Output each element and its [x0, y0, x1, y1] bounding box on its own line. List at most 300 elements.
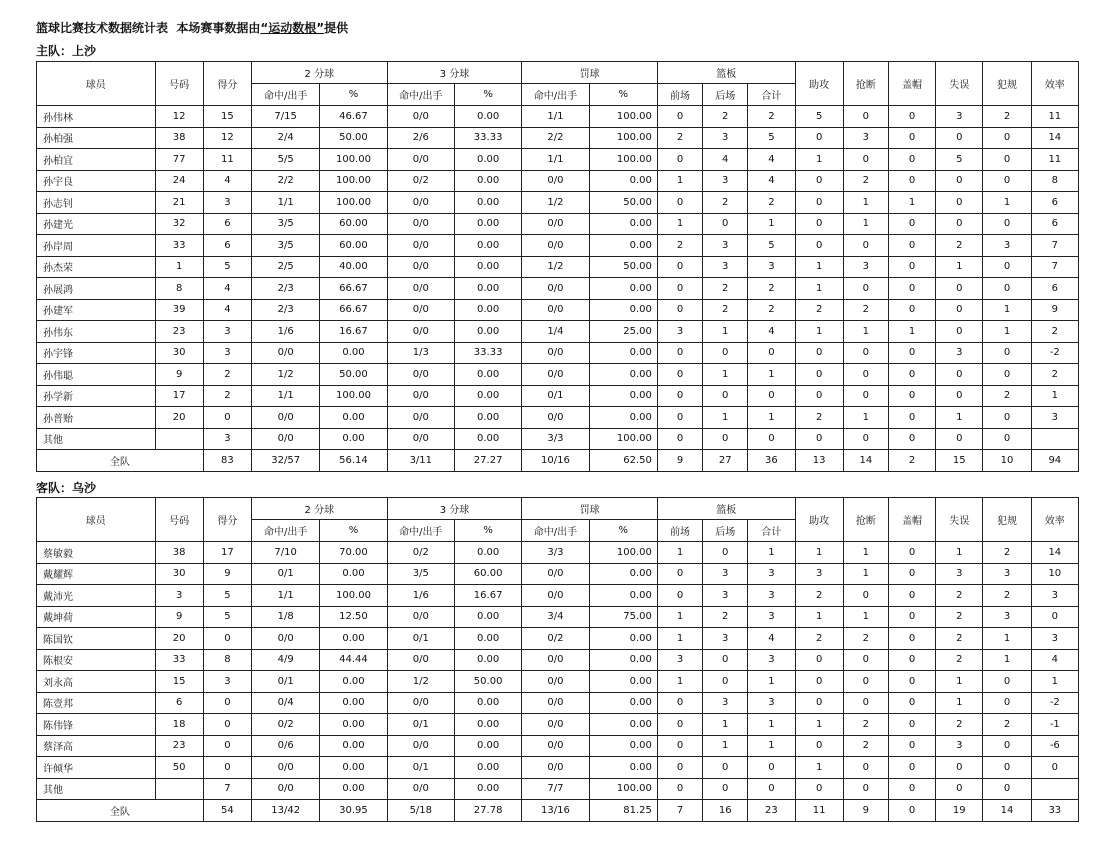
- stat-cell: 2/4: [252, 127, 320, 149]
- player-row: [37, 628, 1079, 650]
- stat-cell: 0/0: [252, 757, 320, 779]
- stat-cell: 1: [748, 735, 795, 757]
- stat-cell: 0: [983, 757, 1031, 779]
- player-row: [37, 671, 1079, 693]
- stat-cell: 0: [888, 671, 935, 693]
- stat-cell: 1: [983, 628, 1031, 650]
- player-name: 孙学新: [37, 385, 156, 407]
- stat-cell: 14: [1031, 542, 1078, 564]
- stat-cell: 2/6: [387, 127, 454, 149]
- stat-cell: 0/1: [387, 757, 454, 779]
- total-cell: 27.27: [454, 450, 521, 472]
- stat-cell: 70.00: [320, 542, 387, 564]
- stat-cell: 0.00: [320, 671, 387, 693]
- stat-cell: 1: [1031, 671, 1078, 693]
- stat-cell: 0/1: [387, 628, 454, 650]
- stat-cell: 0: [983, 735, 1031, 757]
- stat-cell: 0: [983, 428, 1031, 450]
- stat-cell: 1: [983, 321, 1031, 343]
- stat-cell: 1/2: [522, 192, 589, 214]
- stat-cell: 8: [1031, 170, 1078, 192]
- col-header-three-pt: 3 分球: [387, 62, 522, 84]
- stat-cell: 33.33: [454, 342, 521, 364]
- player-name: 孙志钊: [37, 192, 156, 214]
- stat-cell: 4: [748, 170, 795, 192]
- stat-cell: 3: [703, 563, 748, 585]
- stat-cell: -6: [1031, 735, 1078, 757]
- stat-cell: 0: [888, 649, 935, 671]
- stat-cell: 3/3: [522, 428, 589, 450]
- stat-cell: 9: [155, 364, 203, 386]
- stat-cell: 0.00: [454, 170, 521, 192]
- stat-cell: 0/2: [522, 628, 589, 650]
- stat-cell: 1: [657, 542, 702, 564]
- stat-cell: 0/0: [522, 299, 589, 321]
- stat-cell: 3: [703, 585, 748, 607]
- stat-cell: 1: [843, 321, 888, 343]
- stat-cell: 1: [795, 256, 843, 278]
- stat-cell: 0.00: [454, 778, 521, 800]
- stat-cell: 1/6: [387, 585, 454, 607]
- stat-cell: 6: [155, 692, 203, 714]
- col-subheader-made_att: 命中/出手: [252, 520, 320, 542]
- col-header-number: 号码: [155, 62, 203, 106]
- stat-cell: 0: [748, 428, 795, 450]
- stat-cell: 0/0: [387, 364, 454, 386]
- stat-cell: 0: [983, 278, 1031, 300]
- stat-cell: 0/0: [387, 299, 454, 321]
- stat-cell: 0.00: [320, 563, 387, 585]
- total-cell: 7: [657, 800, 702, 822]
- total-cell: 36: [748, 450, 795, 472]
- player-row: [37, 235, 1079, 257]
- team-total-label: 全队: [37, 450, 204, 472]
- stat-cell: 0.00: [589, 170, 657, 192]
- stat-cell: 2/2: [252, 170, 320, 192]
- col-header-player: 球员: [37, 498, 156, 542]
- stat-cell: 100.00: [320, 585, 387, 607]
- player-name: 陈壹邦: [37, 692, 156, 714]
- stat-cell: 2: [703, 278, 748, 300]
- team-total-row: [37, 800, 1079, 822]
- stat-cell: 2/5: [252, 256, 320, 278]
- stat-cell: 4/9: [252, 649, 320, 671]
- stat-cell: 23: [155, 735, 203, 757]
- stat-cell: 0: [748, 342, 795, 364]
- stat-cell: 0/2: [387, 170, 454, 192]
- stat-cell: 0/0: [387, 606, 454, 628]
- col-subheader-pct: %: [589, 84, 657, 106]
- stat-cell: 0: [203, 692, 251, 714]
- stat-cell: 33: [155, 235, 203, 257]
- stat-cell: 1: [748, 213, 795, 235]
- stat-cell: 66.67: [320, 299, 387, 321]
- player-row: [37, 714, 1079, 736]
- stat-cell: 0: [657, 735, 702, 757]
- stat-cell: 0: [703, 428, 748, 450]
- stat-cell: 2: [795, 585, 843, 607]
- col-header-rebounds: 篮板: [657, 62, 795, 84]
- stat-cell: 0.00: [589, 714, 657, 736]
- stat-cell: 3: [748, 563, 795, 585]
- team-total-label: 全队: [37, 800, 204, 822]
- stat-cell: 2: [657, 235, 702, 257]
- player-name: 孙伟林: [37, 106, 156, 128]
- stat-cell: 0: [983, 778, 1031, 800]
- stat-cell: 1: [843, 192, 888, 214]
- stat-cell: 3: [936, 563, 983, 585]
- stat-cell: 0/0: [387, 256, 454, 278]
- stat-cell: 0: [657, 585, 702, 607]
- stat-cell: 0.00: [589, 628, 657, 650]
- stat-cell: 0.00: [454, 235, 521, 257]
- stat-cell: 0: [703, 671, 748, 693]
- stat-cell: 0/0: [387, 278, 454, 300]
- stat-cell: 1: [888, 192, 935, 214]
- stat-cell: 5: [203, 606, 251, 628]
- player-name: 孙建光: [37, 213, 156, 235]
- stat-cell: 0: [843, 149, 888, 171]
- stat-cell: 0.00: [454, 106, 521, 128]
- stat-cell: 3: [936, 106, 983, 128]
- stat-cell: 38: [155, 542, 203, 564]
- stat-cell: 4: [203, 299, 251, 321]
- total-cell: 15: [936, 450, 983, 472]
- stat-cell: 11: [1031, 106, 1078, 128]
- stat-cell: 1: [657, 170, 702, 192]
- stat-cell: 0.00: [454, 321, 521, 343]
- stat-cell: 17: [203, 542, 251, 564]
- col-subheader-off: 前场: [657, 520, 702, 542]
- stat-cell: 2: [1031, 364, 1078, 386]
- stat-cell: 3: [203, 192, 251, 214]
- stat-cell: 0: [936, 213, 983, 235]
- player-name: 陈国钦: [37, 628, 156, 650]
- stat-cell: 1: [843, 542, 888, 564]
- stat-cell: 2: [795, 407, 843, 429]
- stat-cell: 60.00: [320, 213, 387, 235]
- stat-cell: 0: [843, 278, 888, 300]
- col-subheader-total: 合计: [748, 84, 795, 106]
- stat-cell: 0.00: [454, 542, 521, 564]
- player-row: [37, 127, 1079, 149]
- col-header-free-throw: 罚球: [522, 62, 658, 84]
- stat-cell: 1/6: [252, 321, 320, 343]
- stat-cell: 4: [1031, 649, 1078, 671]
- stat-cell: 50.00: [454, 671, 521, 693]
- stat-cell: 0: [657, 278, 702, 300]
- col-subheader-pct: %: [454, 84, 521, 106]
- stat-cell: 0/0: [387, 235, 454, 257]
- stat-cell: 3: [748, 585, 795, 607]
- total-cell: 27: [703, 450, 748, 472]
- stat-cell: 50.00: [320, 364, 387, 386]
- stat-cell: 1: [748, 407, 795, 429]
- stat-cell: 0.00: [589, 342, 657, 364]
- stat-cell: 0/0: [522, 714, 589, 736]
- stat-cell: 0: [795, 170, 843, 192]
- stat-cell: -2: [1031, 342, 1078, 364]
- stat-cell: 1: [657, 671, 702, 693]
- stat-cell: 1: [843, 407, 888, 429]
- col-header-free-throw: 罚球: [522, 498, 658, 520]
- player-name: 戴耀辉: [37, 563, 156, 585]
- player-name: 孙杰荣: [37, 256, 156, 278]
- col-subheader-def: 后场: [703, 520, 748, 542]
- player-name: 其他: [37, 428, 156, 450]
- stat-cell: 11: [203, 149, 251, 171]
- stat-cell: 1: [795, 757, 843, 779]
- stat-cell: 3: [203, 321, 251, 343]
- stat-cell: 3: [983, 606, 1031, 628]
- col-header-rebounds: 篮板: [657, 498, 795, 520]
- stat-cell: 0: [888, 170, 935, 192]
- stat-cell: 0: [888, 235, 935, 257]
- stat-cell: 0.00: [589, 407, 657, 429]
- col-subheader-total: 合计: [748, 520, 795, 542]
- stat-cell: 1: [748, 714, 795, 736]
- player-row: [37, 256, 1079, 278]
- total-cell: 83: [203, 450, 251, 472]
- stat-cell: 66.67: [320, 278, 387, 300]
- stat-cell: 0: [203, 407, 251, 429]
- player-name: 孙建军: [37, 299, 156, 321]
- stat-cell: 0: [748, 385, 795, 407]
- col-subheader-pct: %: [320, 520, 387, 542]
- stat-cell: 2: [936, 628, 983, 650]
- team-total-row: [37, 450, 1079, 472]
- stat-cell: 0.00: [454, 428, 521, 450]
- stat-cell: 3/5: [387, 563, 454, 585]
- stat-cell: 0: [657, 385, 702, 407]
- stat-cell: 0/0: [387, 778, 454, 800]
- header-row: [37, 62, 1079, 84]
- col-header-efficiency: 效率: [1031, 498, 1078, 542]
- stat-cell: 0.00: [589, 563, 657, 585]
- total-cell: 13/16: [522, 800, 589, 822]
- stat-cell: 0: [795, 671, 843, 693]
- stat-cell: 3: [155, 585, 203, 607]
- stat-cell: 3/5: [252, 235, 320, 257]
- stat-cell: 50.00: [589, 192, 657, 214]
- col-header-fouls: 犯规: [983, 62, 1031, 106]
- stat-cell: 0/0: [387, 321, 454, 343]
- stat-cell: 25.00: [589, 321, 657, 343]
- col-header-steals: 抢断: [843, 498, 888, 542]
- stat-cell: 0: [657, 149, 702, 171]
- stat-cell: 1: [795, 278, 843, 300]
- col-subheader-def: 后场: [703, 84, 748, 106]
- stat-cell: 2: [748, 299, 795, 321]
- stat-cell: 2: [843, 628, 888, 650]
- player-row: [37, 170, 1079, 192]
- stat-cell: 1: [843, 213, 888, 235]
- stat-cell: 0.00: [589, 757, 657, 779]
- col-header-fouls: 犯规: [983, 498, 1031, 542]
- stat-cell: 100.00: [320, 149, 387, 171]
- col-header-efficiency: 效率: [1031, 62, 1078, 106]
- stat-cell: 0: [657, 692, 702, 714]
- stat-cell: 1: [703, 735, 748, 757]
- stat-cell: 0: [936, 170, 983, 192]
- player-name: 孙宇良: [37, 170, 156, 192]
- stat-cell: 0/0: [522, 278, 589, 300]
- stat-cell: 0: [888, 714, 935, 736]
- stat-cell: 100.00: [589, 127, 657, 149]
- stat-cell: 10: [1031, 563, 1078, 585]
- stat-cell: 0: [795, 385, 843, 407]
- stat-cell: 2: [703, 192, 748, 214]
- player-name: 孙展鸿: [37, 278, 156, 300]
- stat-cell: 0.00: [320, 735, 387, 757]
- stat-cell: 0: [795, 213, 843, 235]
- stat-cell: 60.00: [320, 235, 387, 257]
- stat-cell: 0: [888, 213, 935, 235]
- stat-cell: 0: [888, 692, 935, 714]
- stat-cell: 0: [888, 385, 935, 407]
- player-name: 孙普贻: [37, 407, 156, 429]
- stat-cell: 16.67: [454, 585, 521, 607]
- stat-cell: 2: [983, 585, 1031, 607]
- stat-cell: 0/0: [522, 692, 589, 714]
- stat-cell: 3: [936, 342, 983, 364]
- stat-cell: 44.44: [320, 649, 387, 671]
- total-cell: 14: [983, 800, 1031, 822]
- stat-cell: 0: [795, 364, 843, 386]
- page-title: 篮球比赛技术数据统计表 本场赛事数据由“运动数根”提供: [36, 21, 349, 35]
- stat-cell: 0.00: [454, 364, 521, 386]
- stat-cell: 0: [843, 692, 888, 714]
- player-row: [37, 321, 1079, 343]
- player-row: [37, 606, 1079, 628]
- stat-cell: 0.00: [454, 256, 521, 278]
- player-name: 刘永高: [37, 671, 156, 693]
- stat-cell: 0: [1031, 757, 1078, 779]
- stat-cell: 0: [888, 299, 935, 321]
- stat-cell: 16.67: [320, 321, 387, 343]
- col-header-turnovers: 失误: [936, 62, 983, 106]
- stat-cell: 3: [203, 428, 251, 450]
- stat-cell: 6: [1031, 278, 1078, 300]
- stat-cell: 9: [155, 606, 203, 628]
- col-subheader-pct: %: [454, 520, 521, 542]
- stat-cell: 0: [795, 649, 843, 671]
- stat-cell: 1: [795, 606, 843, 628]
- stat-cell: 0: [936, 278, 983, 300]
- stat-cell: 3: [795, 563, 843, 585]
- stat-cell: 33.33: [454, 127, 521, 149]
- stat-cell: 30: [155, 563, 203, 585]
- stat-cell: 2: [983, 106, 1031, 128]
- total-cell: 32/57: [252, 450, 320, 472]
- stat-cell: 1: [703, 407, 748, 429]
- stat-cell: 0/2: [387, 542, 454, 564]
- stat-cell: 0: [888, 563, 935, 585]
- stat-cell: 0/0: [522, 342, 589, 364]
- stat-cell: 39: [155, 299, 203, 321]
- stat-cell: 0: [203, 628, 251, 650]
- stat-cell: 0: [983, 170, 1031, 192]
- stat-cell: 0: [657, 299, 702, 321]
- total-cell: 10/16: [522, 450, 589, 472]
- stat-cell: 0: [888, 342, 935, 364]
- player-row: [37, 757, 1079, 779]
- total-cell: 30.95: [320, 800, 387, 822]
- stat-cell: 0.00: [454, 299, 521, 321]
- stat-cell: 9: [203, 563, 251, 585]
- total-cell: 16: [703, 800, 748, 822]
- col-subheader-pct: %: [320, 84, 387, 106]
- stat-cell: 3: [748, 649, 795, 671]
- player-name: 孙伟聪: [37, 364, 156, 386]
- stat-cell: 0/0: [387, 407, 454, 429]
- stat-cell: 3: [843, 256, 888, 278]
- total-cell: 9: [657, 450, 702, 472]
- stat-cell: 0: [703, 649, 748, 671]
- stat-cell: 3: [703, 170, 748, 192]
- stat-cell: 7/10: [252, 542, 320, 564]
- stat-cell: 0: [843, 106, 888, 128]
- stat-cell: 0: [888, 735, 935, 757]
- total-cell: 3/11: [387, 450, 454, 472]
- stat-cell: 0.00: [454, 385, 521, 407]
- player-row: [37, 585, 1079, 607]
- stat-cell: 1: [703, 321, 748, 343]
- player-name: 陈根安: [37, 649, 156, 671]
- stat-cell: 0/0: [387, 735, 454, 757]
- stat-cell: 0: [795, 778, 843, 800]
- stat-cell: 2: [703, 106, 748, 128]
- stat-cell: 12.50: [320, 606, 387, 628]
- stat-cell: 1: [1031, 385, 1078, 407]
- player-name: 蔡敏毅: [37, 542, 156, 564]
- stat-cell: 0: [983, 127, 1031, 149]
- stat-cell: 0/0: [522, 649, 589, 671]
- stat-cell: 1: [703, 714, 748, 736]
- stat-cell: 0: [795, 735, 843, 757]
- col-header-blocks: 盖帽: [888, 62, 935, 106]
- stat-cell: 0: [1031, 606, 1078, 628]
- stat-cell: 0: [983, 407, 1031, 429]
- player-row: [37, 364, 1079, 386]
- source-link[interactable]: “运动数根”: [260, 21, 325, 35]
- total-cell: 27.78: [454, 800, 521, 822]
- stat-cell: 0/0: [252, 342, 320, 364]
- home-team-table: [36, 61, 1079, 472]
- stat-cell: 0: [703, 778, 748, 800]
- stat-cell: 0.00: [454, 692, 521, 714]
- stat-cell: 1/2: [522, 256, 589, 278]
- stat-cell: 0.00: [454, 714, 521, 736]
- stat-cell: 1: [936, 256, 983, 278]
- stat-cell: 0/0: [522, 235, 589, 257]
- stat-cell: 0: [983, 364, 1031, 386]
- player-name: 孙伟东: [37, 321, 156, 343]
- stat-cell: 0/1: [522, 385, 589, 407]
- stat-cell: 2: [843, 170, 888, 192]
- stat-cell: 3: [748, 692, 795, 714]
- stat-cell: 0: [843, 671, 888, 693]
- stat-cell: 0: [843, 585, 888, 607]
- stat-cell: 0/0: [252, 628, 320, 650]
- player-row: [37, 342, 1079, 364]
- stat-cell: 0: [795, 127, 843, 149]
- stat-cell: 3: [1031, 585, 1078, 607]
- stat-cell: 0: [983, 256, 1031, 278]
- stat-cell: 0/0: [387, 385, 454, 407]
- stat-cell: 100.00: [589, 778, 657, 800]
- stat-cell: 0: [936, 192, 983, 214]
